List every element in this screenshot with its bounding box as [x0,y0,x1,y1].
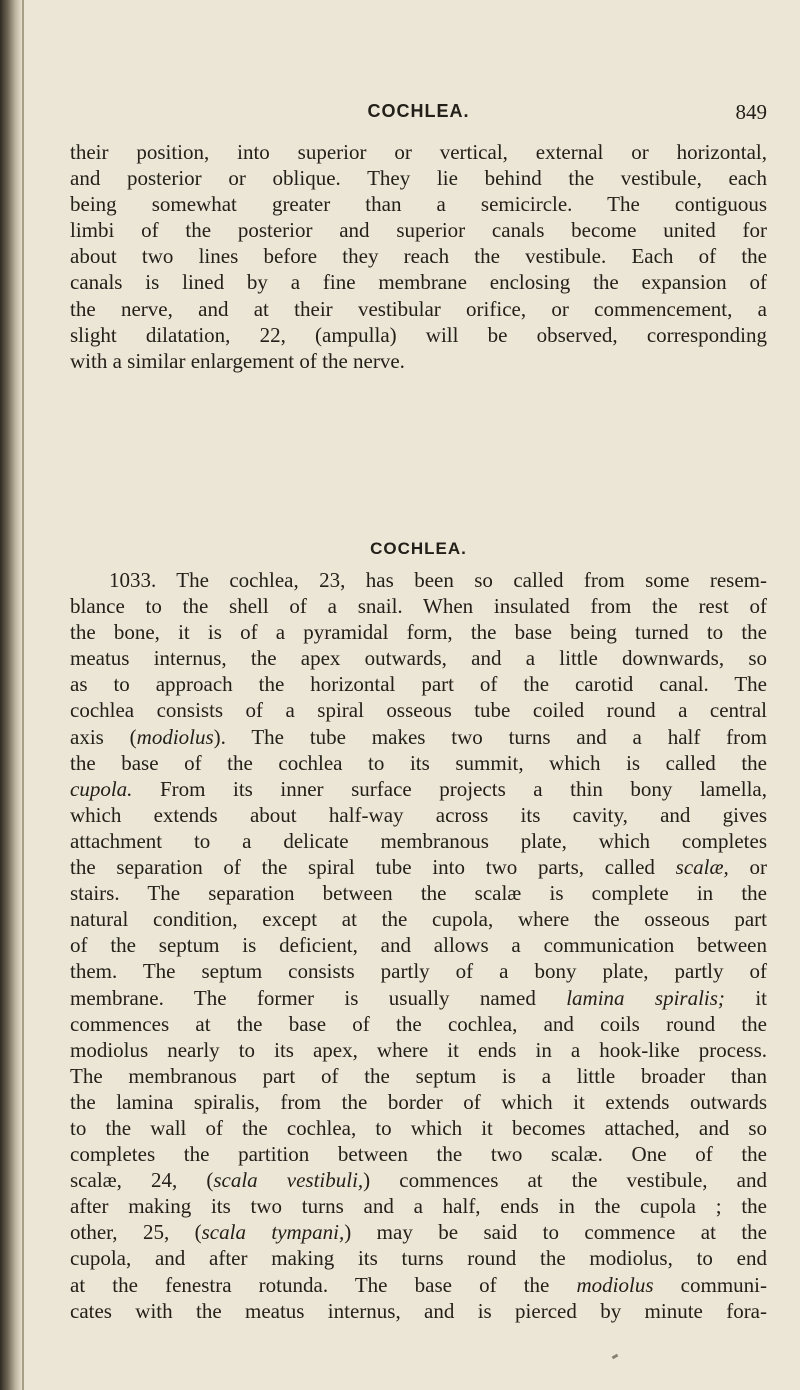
text-line: limbi of the posterior and superior canals become united for [70,218,767,243]
text-line: modiolus nearly to its apex, where it ends in a hook-like process. [70,1037,767,1062]
italic-term: scala tympani, [201,1220,345,1245]
text-line: about two lines before they reach the vestibule. Each of the [70,244,767,269]
text-line: cupola. From its inner surface projects a thin bony lamella, [70,776,767,801]
text-line: meatus internus, the apex outwards, and a little downwards, so [70,646,767,671]
text-line: completes the partition between the two scalæ. One of the [70,1142,767,1167]
page-number: 849 [735,100,767,124]
text-line: other, 25, (scala tympani,) may be said to commence at the [70,1220,767,1245]
text-line: 1033. The cochlea, 23, has been so called from some resem- [109,568,767,592]
text-line: natural condition, except at the cupola, where the osseous part [70,907,767,932]
text-line: the bone, it is of a pyramidal form, the base being turned to the [70,620,767,645]
running-head [70,101,767,131]
text-line: at the fenestra rotunda. The base of the modiolus communi- [70,1272,767,1297]
text-line: commences at the base of the cochlea, and coils round the [70,1011,767,1036]
italic-term: lamina spiralis; [566,985,725,1010]
text-line: them. The septum consists partly of a bony plate, partly of [70,959,767,984]
running-title: COCHLEA. [367,101,470,121]
text-line: scalæ, 24, (scala vestibuli,) commences at the vestibule, and [70,1168,767,1193]
text-line: membrane. The former is usually named lamina spiralis; it [70,985,767,1010]
text-line: their position, into superior or vertical, external or horizontal, [70,140,767,164]
text-line: attachment to a delicate membranous plate, which completes [70,828,767,853]
text-line: cupola, and after making its turns round the modiolus, to end [70,1246,767,1271]
text-line: which extends about half-way across its cavity, and gives [70,802,767,827]
paragraph-canals-continued [70,139,767,374]
text-line: cates with the meatus internus, and is pierced by minute fora- [70,1298,767,1323]
ink-speck [612,1354,619,1360]
text-line: as to approach the horizontal part of the carotid canal. The [70,672,767,697]
text-line: slight dilatation, 22, (ampulla) will be observed, corresponding [70,322,767,347]
text-line: to the wall of the cochlea, to which it becomes attached, and so [70,1115,767,1140]
text-line: axis (modiolus). The tube makes two turns and a half from [70,724,767,749]
text-line: the lamina spiralis, from the border of which it extends outwards [70,1089,767,1114]
text-line: of the septum is deficient, and allows a communication between [70,933,767,958]
text-line: stairs. The separation between the scalæ is complete in the [70,881,767,906]
text-line: blance to the shell of a snail. When insulated from the rest of [70,594,767,619]
italic-term: scala vestibuli, [213,1168,364,1193]
italic-term: scalæ, [675,855,729,880]
paragraph-cochlea [70,567,767,1324]
text-line: cochlea consists of a spiral osseous tube coiled round a central [70,698,767,723]
text-line: being somewhat greater than a semicircle. The contiguous [70,192,767,217]
italic-term: modiolus [136,724,214,749]
italic-term: modiolus [576,1272,654,1297]
section-heading-cochlea: COCHLEA. [370,539,467,558]
text-line: after making its two turns and a half, ends in the cupola ; the [70,1194,767,1219]
text-line: canals is lined by a fine membrane enclosing the expansion of [70,270,767,295]
text-line: the separation of the spiral tube into two parts, called scalæ, or [70,855,767,880]
text-line: the nerve, and at their vestibular orifice, or commencement, a [70,296,767,321]
text-line: and posterior or oblique. They lie behind the vestibule, each [70,166,767,191]
text-line: with a similar enlargement of the nerve. [70,348,405,373]
italic-term: cupola. [70,776,133,801]
text-line: The membranous part of the septum is a little broader than [70,1063,767,1088]
text-line: the base of the cochlea to its summit, which is called the [70,750,767,775]
